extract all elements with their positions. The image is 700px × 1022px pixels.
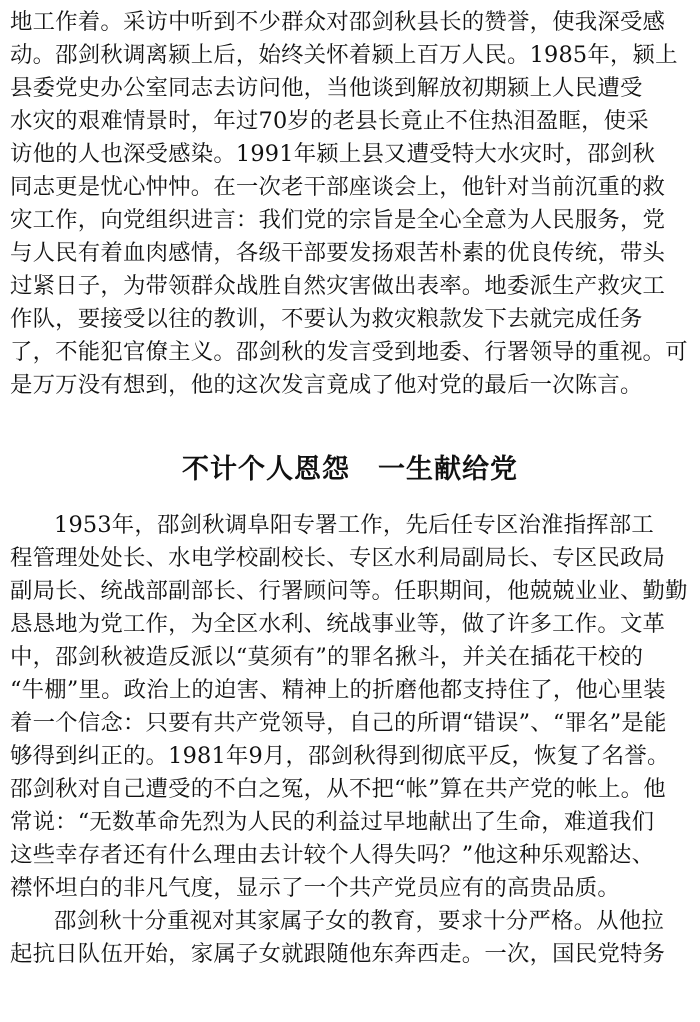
text-line: 邵剑秋十分重视对其家属子女的教育，要求十分严格。从他拉 [54,908,664,934]
text-line: 动。邵剑秋调离颍上后，始终关怀着颍上百万人民。1985年，颍上 [10,42,678,68]
text-line: 邵剑秋对自己遭受的不白之冤，从不把“帐”算在共产党的帐上。他 [10,776,666,802]
text-line: 灾工作，向党组织进言：我们党的宗旨是全心全意为人民服务，党 [10,207,666,233]
text-line: 中，邵剑秋被造反派以“莫须有”的罪名揪斗，并关在插花干校的 [10,644,644,670]
text-line: 县委党史办公室同志去访问他，当他谈到解放初期颍上人民遭受 [10,75,643,101]
text-line: “牛棚”里。政治上的迫害、精神上的折磨他都支持住了，他心里装 [10,677,666,703]
text-line: 地工作着。采访中听到不少群众对邵剑秋县长的赞誉，使我深受感 [10,9,666,35]
section-heading-wrap [0,450,700,490]
text-line: 与人民有着血肉感情，各级干部要发扬艰苦朴素的优良传统，带头 [10,240,666,266]
text-line: 常说：“无数革命先烈为人民的利益过早地献出了生命，难道我们 [10,809,655,835]
paragraph-bottom [10,509,692,971]
text-line: 程管理处处长、水电学校副校长、专区水利局副局长、专区民政局 [10,545,666,571]
text-line: 作队，要接受以往的教训，不要认为救灾粮款发下去就完成任务 [10,306,643,332]
section-heading: 不计个人恩怨 一生献给党 [182,454,518,485]
text-line: 这些幸存者还有什么理由去计较个人得失吗？”他这种乐观豁达、 [10,842,655,868]
text-line: 是万万没有想到，他的这次发言竟成了他对党的最后一次陈言。 [10,372,643,398]
text-line: 副局长、统战部副部长、行署顾问等。任职期间，他兢兢业业、勤勤 [10,578,688,604]
text-line: 同志更是忧心忡忡。在一次老干部座谈会上，他针对当前沉重的救 [10,174,666,200]
text-line: 恳恳地为党工作，为全区水利、统战事业等，做了许多工作。文革 [10,611,666,637]
paragraph-top [10,6,692,402]
text-line: 够得到纠正的。1981年9月，邵剑秋得到彻底平反，恢复了名誉。 [10,743,670,769]
text-line: 访他的人也深受感染。1991年颍上县又遭受特大水灾时，邵剑秋 [10,141,656,167]
text-line: 襟怀坦白的非凡气度，显示了一个共产党员应有的高贵品质。 [10,875,620,901]
text-line: 着一个信念：只要有共产党领导，自己的所谓“错误”、“罪名”是能 [10,710,667,736]
text-line: 起抗日队伍开始，家属子女就跟随他东奔西走。一次，国民党特务 [10,941,666,967]
text-line: 1953年，邵剑秋调阜阳专署工作，先后任专区治淮指挥部工 [54,512,654,538]
text-line: 水灾的艰难情景时，年过70岁的老县长竟止不住热泪盈眶，使采 [10,108,649,134]
text-line: 过紧日子，为带领群众战胜自然灾害做出表率。地委派生产救灾工 [10,273,666,299]
text-line: 了，不能犯官僚主义。邵剑秋的发言受到地委、行署领导的重视。可 [10,339,688,365]
